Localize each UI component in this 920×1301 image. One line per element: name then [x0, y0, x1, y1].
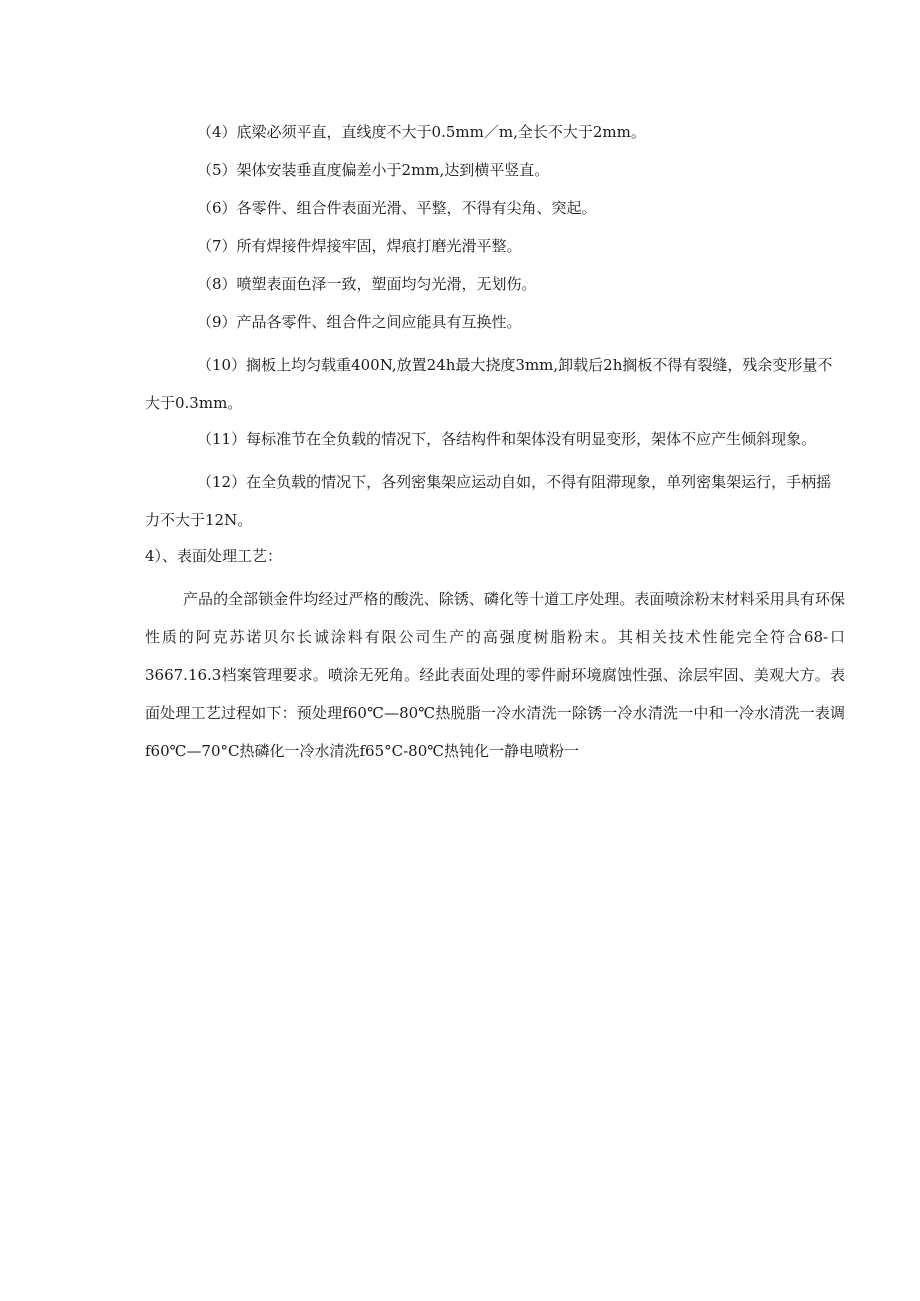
requirement-item-12: （12）在全负载的情况下，各列密集架应运动自如，不得有阻滞现象，单列密集架运行，手柄摇力不大于12N。 — [145, 473, 832, 529]
section-heading: 4）、表面处理工艺： — [145, 547, 283, 565]
requirement-item-8: （8）喷塑表面色泽一致，塑面均匀光滑，无划伤。 — [197, 275, 537, 293]
requirement-item-4: （4）底梁必须平直，直线度不大于0.5mm／m,全长不大于2mm。 — [197, 123, 646, 141]
document-body — [145, 118, 845, 770]
requirement-item-10: （10）搁板上均匀载重400N,放置24h最大挠度3mm,卸载后2h搁板不得有裂缝，残余变形量不大于0.3mm。 — [145, 356, 833, 412]
surface-treatment-paragraph: 产品的全部锁金件均经过严格的酸洗、除锈、磷化等十道工序处理。表面喷涂粉末材料采用具有环保性质的阿克苏诺贝尔长诚涂料有限公司生产的高强度树脂粉末。其相关技术性能完全符合68-口3667.16.3档案管理要求。喷涂无死角。经此表面处理的零件耐环境腐蚀性强、涂层牢固、美观大方。表面处理工艺过程如下：预处理f60℃—80℃热脱脂一冷水清洗一除锈一冷水清洗一中和一冷水清洗一表调f60℃—70°C热磷化一冷水清洗f65°C-80℃热钝化一静电喷粉一 — [145, 590, 845, 760]
requirement-item-9: （9）产品各零件、组合件之间应能具有互换性。 — [197, 313, 522, 331]
requirement-item-5: （5）架体安装垂直度偏差小于2mm,达到横平竖直。 — [197, 161, 550, 179]
requirement-item-7: （7）所有焊接件焊接牢固，焊痕打磨光滑平整。 — [197, 237, 522, 255]
requirement-item-11: （11）每标准节在全负载的情况下，各结构件和架体没有明显变形，架体不应产生倾斜现象。 — [197, 430, 817, 448]
requirement-item-6: （6）各零件、组合件表面光滑、平整，不得有尖角、突起。 — [197, 199, 597, 217]
